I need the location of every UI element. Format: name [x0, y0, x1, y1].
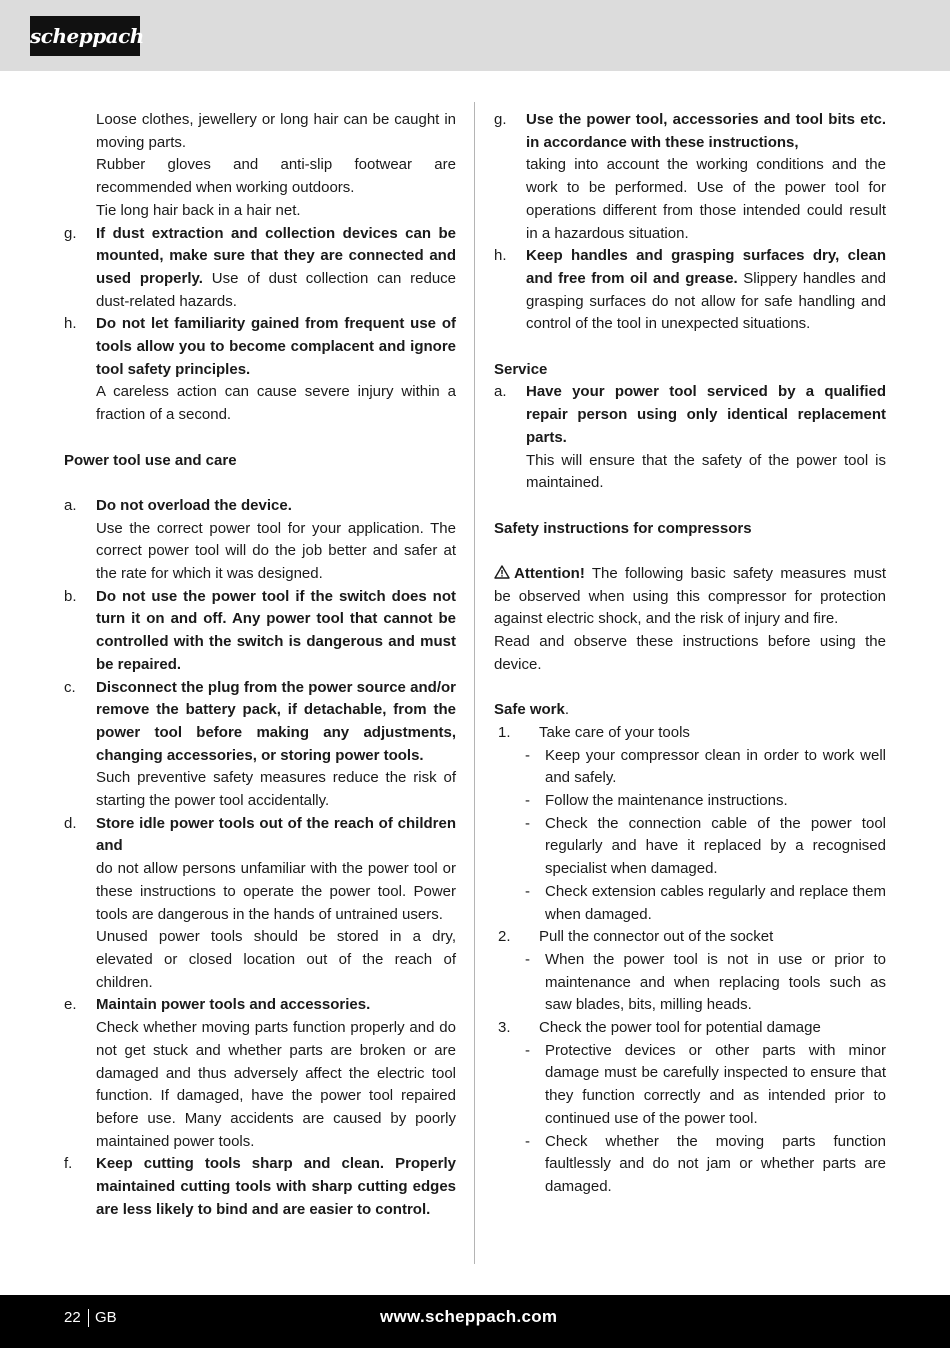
- service-title: Service: [494, 360, 548, 378]
- dash-marker: -: [525, 746, 530, 764]
- section-title: Power tool use and care: [64, 451, 237, 469]
- website-link[interactable]: www.scheppach.com: [380, 1307, 558, 1326]
- item-body: Slippery handles and grasping surfaces do not allow for safe handling and control of the tool in unexpected situations.: [526, 269, 887, 333]
- dash-marker: -: [525, 950, 530, 968]
- item-bold: Have your power tool serviced by a qualified repair person using only identical replacement parts.: [526, 383, 886, 446]
- item-marker: b.: [64, 587, 77, 605]
- item-bold: Disconnect the plug from the power source and/or remove the battery pack, if detachable, from the power tool before making any adjustments, changing accessories, or storing power tools.: [96, 678, 456, 764]
- item-body: Such preventive safety measures reduce the risk of starting the power tool accidentally.: [96, 769, 456, 810]
- item-body: A careless action can cause severe injury within a fraction of a second.: [96, 383, 456, 424]
- item-body: Check whether moving parts function properly and do not get stuck and whether parts are broken or are damaged and thus adversely affect the electric tool function. If damaged, have the power tool repaired before use. Many accidents are caused by poorly maintained power tools.: [96, 1019, 456, 1150]
- dash-marker: -: [525, 1132, 530, 1150]
- numbered-item-title: Check the power tool for potential damage: [539, 1019, 821, 1037]
- item-marker: g.: [64, 224, 77, 242]
- item-bold: If dust extraction and collection devices can be mounted, make sure that they are connected and used properly.: [96, 224, 456, 287]
- item-body: do not allow persons unfamiliar with the power tool or these instructions to operate the power tool. Power tools are dangerous in the hands of untrained users.: [96, 860, 456, 923]
- item-marker: h.: [494, 247, 507, 265]
- number-marker: 1.: [498, 723, 511, 741]
- item-text: [526, 245, 886, 336]
- item-body: Use of dust collection can reduce dust-related hazards.: [96, 269, 457, 310]
- item-marker: h.: [64, 315, 77, 333]
- dash-marker: -: [525, 814, 530, 832]
- item-marker: a.: [64, 496, 77, 514]
- list-item-a: [64, 495, 456, 586]
- footer-separator: [88, 1309, 89, 1327]
- service-item-a: [494, 381, 886, 495]
- dash-marker: -: [525, 1041, 530, 1059]
- item-bold: Use the power tool, accessories and tool bits etc. in accordance with these instructions,: [526, 111, 886, 151]
- numbered-item: [494, 722, 886, 745]
- left-column: [64, 109, 456, 1221]
- item-bold: Keep handles and grasping surfaces dry, clean and free from oil and grease.: [526, 247, 886, 287]
- list-item-g: [494, 109, 886, 245]
- item-text: [96, 223, 456, 314]
- dash-item: [494, 790, 886, 813]
- list-item-h: [494, 245, 886, 336]
- item-bold: Do not use the power tool if the switch does not turn it on and off. Any power tool that cannot be controlled with the switch is dangerous and must be repaired.: [96, 587, 456, 673]
- compressor-safety-title: Safety instructions for compressors: [494, 519, 752, 537]
- item-marker: g.: [494, 111, 507, 128]
- dash-item-text: Follow the maintenance instructions.: [545, 792, 788, 810]
- read-instructions-text: Read and observe these instructions before using the device.: [494, 633, 886, 673]
- attention-label: Attention!: [514, 565, 585, 583]
- dash-item: [494, 1040, 886, 1131]
- dash-item-text: Protective devices or other parts with minor damage must be carefully inspected to ensure that they function correctly and as intended prior to continued use of the power tool.: [545, 1041, 886, 1127]
- item-body: Use the correct power tool for your application. The correct power tool will do the job better and safer at the rate for which it was designed.: [96, 519, 456, 583]
- item-bold: Store idle power tools out of the reach of children and: [96, 814, 456, 855]
- dash-item-text: Check whether the moving parts function faultlessly and do not jam or whether parts are damaged.: [545, 1132, 886, 1195]
- page-header: [0, 0, 950, 71]
- safe-work-list: [494, 722, 886, 1199]
- dash-item: [494, 949, 886, 1017]
- dash-item-text: When the power tool is not in use or prior to maintenance and when replacing tools such as saw blades, bits, milling heads.: [545, 950, 886, 1014]
- number-marker: 3.: [498, 1019, 511, 1037]
- safe-work-heading: Safe work.: [494, 701, 570, 719]
- attention-text: The following basic safety measures must be observed when using this compressor for protection against electric shock, and the risk of injury and fire.: [494, 565, 886, 628]
- item-marker: e.: [64, 996, 77, 1014]
- list-item-g: [64, 223, 456, 314]
- scheppach-logo: scheppach: [30, 16, 140, 56]
- dash-marker: -: [525, 792, 530, 810]
- item-body: This will ensure that the safety of the power tool is maintained.: [526, 451, 886, 492]
- right-column: [494, 109, 886, 1199]
- list-item-e: [64, 994, 456, 1153]
- number-marker: 2.: [498, 928, 511, 946]
- dash-item-text: Check the connection cable of the power tool regularly and have it replaced by a recognised specialist when damaged.: [545, 814, 886, 878]
- item-marker: c.: [64, 678, 76, 696]
- item-body: taking into account the working conditions and the work to be performed. Use of the power tool for operations different from those intended could result in a hazardous situation.: [526, 156, 886, 242]
- dash-item: [494, 1131, 886, 1199]
- list-item-c: [64, 677, 456, 813]
- numbered-item-title: Pull the connector out of the socket: [539, 928, 774, 946]
- page-number: 22: [64, 1309, 81, 1326]
- item-bold: Do not overload the device.: [96, 496, 292, 514]
- language-code: GB: [95, 1309, 117, 1326]
- item-bold: Maintain power tools and accessories.: [96, 996, 371, 1014]
- dash-item-text: Check extension cables regularly and replace them when damaged.: [545, 882, 886, 923]
- dash-item: [494, 745, 886, 790]
- attention-paragraph: [494, 563, 886, 631]
- list-item-b: [64, 586, 456, 677]
- warning-triangle-icon: [494, 565, 510, 579]
- dash-marker: -: [525, 882, 530, 900]
- list-item-d: [64, 813, 456, 995]
- item-bold: Keep cutting tools sharp and clean. Properly maintained cutting tools with sharp cutting edges are less likely to bind and are easier to control.: [96, 1155, 456, 1218]
- intro-line: Loose clothes, jewellery or long hair can be caught in moving parts.: [96, 111, 456, 151]
- numbered-item-title: Take care of your tools: [539, 723, 690, 741]
- page-footer: [0, 1295, 950, 1348]
- item-marker: a.: [494, 383, 507, 401]
- intro-line: Tie long hair back in a hair net.: [96, 201, 301, 219]
- dash-item: [494, 813, 886, 881]
- item-bold: Do not let familiarity gained from frequent use of tools allow you to become complacent and ignore tool safety principles.: [96, 315, 456, 378]
- item-marker: d.: [64, 814, 77, 832]
- numbered-item: [494, 1017, 886, 1040]
- list-item-f: [64, 1153, 456, 1221]
- numbered-item: [494, 926, 886, 949]
- column-divider: [474, 102, 475, 1264]
- dash-item: [494, 881, 886, 926]
- dash-item-text: Keep your compressor clean in order to work well and safely.: [545, 746, 886, 787]
- intro-line: Rubber gloves and anti-slip footwear are recommended when working outdoors.: [96, 156, 456, 197]
- item-marker: f.: [64, 1155, 73, 1173]
- item-body: Unused power tools should be stored in a dry, elevated or closed location out of the reach of children.: [96, 928, 456, 991]
- list-item-h: [64, 313, 456, 427]
